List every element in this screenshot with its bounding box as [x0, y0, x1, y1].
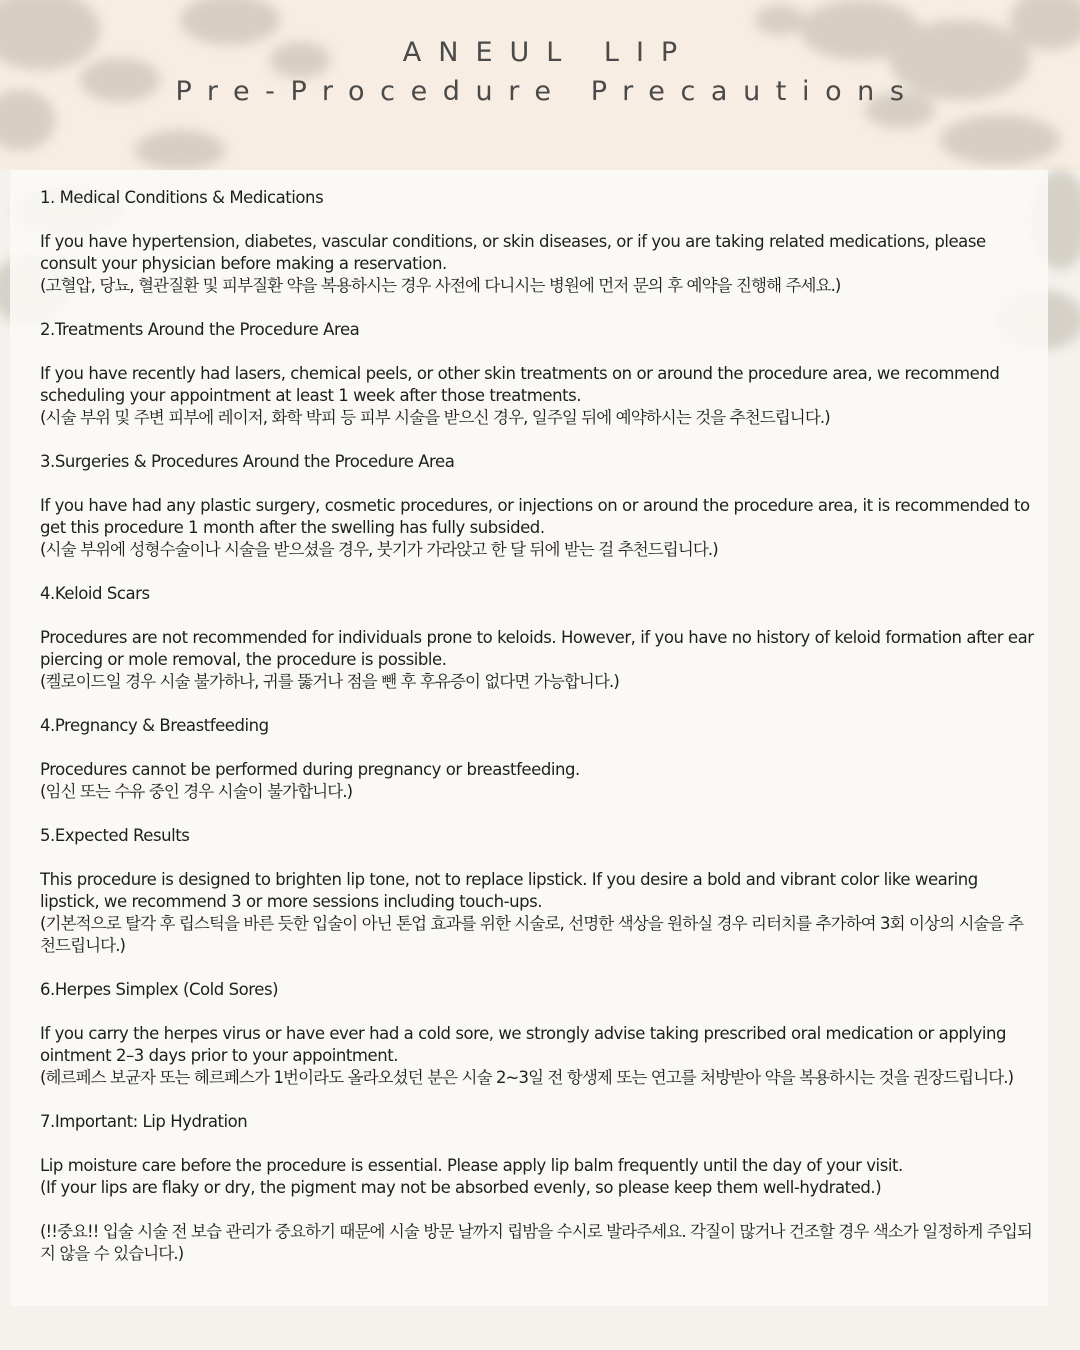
brand-title: ANEUL LIP: [402, 37, 695, 68]
section-text-en: This procedure is designed to brighten lip tone, not to replace lipstick. If you desire a bold and vibrant color like wearing lipstick, we recommend 3 or more sessions including touch-ups.: [40, 870, 978, 911]
section-text-kr: (헤르페스 보균자 또는 헤르페스가 1번이라도 올라오셨던 분은 시술 2~3일 전 항생제 또는 연고를 처방받아 약을 복용하시는 것을 권장드립니다.): [40, 1068, 1014, 1087]
section-title: 6.Herpes Simplex (Cold Sores): [40, 980, 279, 999]
section-title: 2.Treatments Around the Procedure Area: [40, 320, 360, 339]
section-herpes: [40, 979, 1036, 1089]
section-text-en: If you have hypertension, diabetes, vascular conditions, or skin diseases, or if you are taking related medications, please consult your physician before making a reservation.: [40, 232, 986, 273]
section-text-kr: (기본적으로 탈각 후 립스틱을 바른 듯한 입술이 아닌 톤업 효과를 위한 시술로, 선명한 색상을 원하실 경우 리터치를 추가하여 3회 이상의 시술을 추천드립니다.): [40, 914, 1023, 955]
section-title: 5.Expected Results: [40, 826, 190, 845]
section-text-en: If you carry the herpes virus or have ever had a cold sore, we strongly advise taking prescribed oral medication or applying ointment 2–3 days prior to your appointment.: [40, 1024, 1007, 1065]
section-text-en: Lip moisture care before the procedure is essential. Please apply lip balm frequently until the day of your visit.: [40, 1156, 903, 1175]
section-text-en: If you have had any plastic surgery, cosmetic procedures, or injections on or around the procedure area, it is recommended to get this procedure 1 month after the swelling has fully subsided.: [40, 496, 1030, 537]
section-text-kr: (임신 또는 수유 중인 경우 시술이 불가합니다.): [40, 782, 353, 801]
section-title: 4.Pregnancy & Breastfeeding: [40, 716, 269, 735]
section-keloid-scars: [40, 583, 1036, 693]
section-text-en-note: (If your lips are flaky or dry, the pigment may not be absorbed evenly, so please keep them well-hydrated.): [40, 1178, 882, 1197]
section-text-kr: (고혈압, 당뇨, 혈관질환 및 피부질환 약을 복용하시는 경우 사전에 다니시는 병원에 먼저 문의 후 예약을 진행해 주세요.): [40, 276, 841, 295]
section-surgeries: [40, 451, 1036, 561]
section-title: 4.Keloid Scars: [40, 584, 150, 603]
precautions-list: [40, 187, 1036, 1265]
page-title: Pre-Procedure Precautions: [175, 76, 920, 107]
section-text-en: If you have recently had lasers, chemical peels, or other skin treatments on or around the procedure area, we recommend scheduling your appointment at least 1 week after those treatments.: [40, 364, 1000, 405]
section-title: 7.Important: Lip Hydration: [40, 1112, 248, 1131]
section-pregnancy: [40, 715, 1036, 803]
section-text-kr: (시술 부위 및 주변 피부에 레이저, 화학 박피 등 피부 시술을 받으신 경우, 일주일 뒤에 예약하시는 것을 추천드립니다.): [40, 408, 830, 427]
section-text-kr: (시술 부위에 성형수술이나 시술을 받으셨을 경우, 붓기가 가라앉고 한 달 뒤에 받는 걸 추천드립니다.): [40, 540, 718, 559]
section-treatments: [40, 319, 1036, 429]
section-text-en: Procedures cannot be performed during pregnancy or breastfeeding.: [40, 760, 580, 779]
section-expected-results: [40, 825, 1036, 957]
section-title: 1. Medical Conditions & Medications: [40, 188, 324, 207]
header: [0, 0, 1080, 128]
section-medical-conditions: [40, 187, 1036, 297]
section-text-kr: (켈로이드일 경우 시술 불가하나, 귀를 뚫거나 점을 뺀 후 후유증이 없다면 가능합니다.): [40, 672, 619, 691]
closing-note: (!!중요!! 입술 시술 전 보습 관리가 중요하기 때문에 시술 방문 날까지 립밤을 수시로 발라주세요. 각질이 많거나 건조할 경우 색소가 일정하게 주입되지 않을 수 있습니다.): [40, 1222, 1032, 1263]
section-title: 3.Surgeries & Procedures Around the Procedure Area: [40, 452, 455, 471]
section-text-en: Procedures are not recommended for individuals prone to keloids. However, if you have no history of keloid formation after ear piercing or mole removal, the procedure is possible.: [40, 628, 1034, 669]
section-lip-hydration: [40, 1111, 1036, 1199]
